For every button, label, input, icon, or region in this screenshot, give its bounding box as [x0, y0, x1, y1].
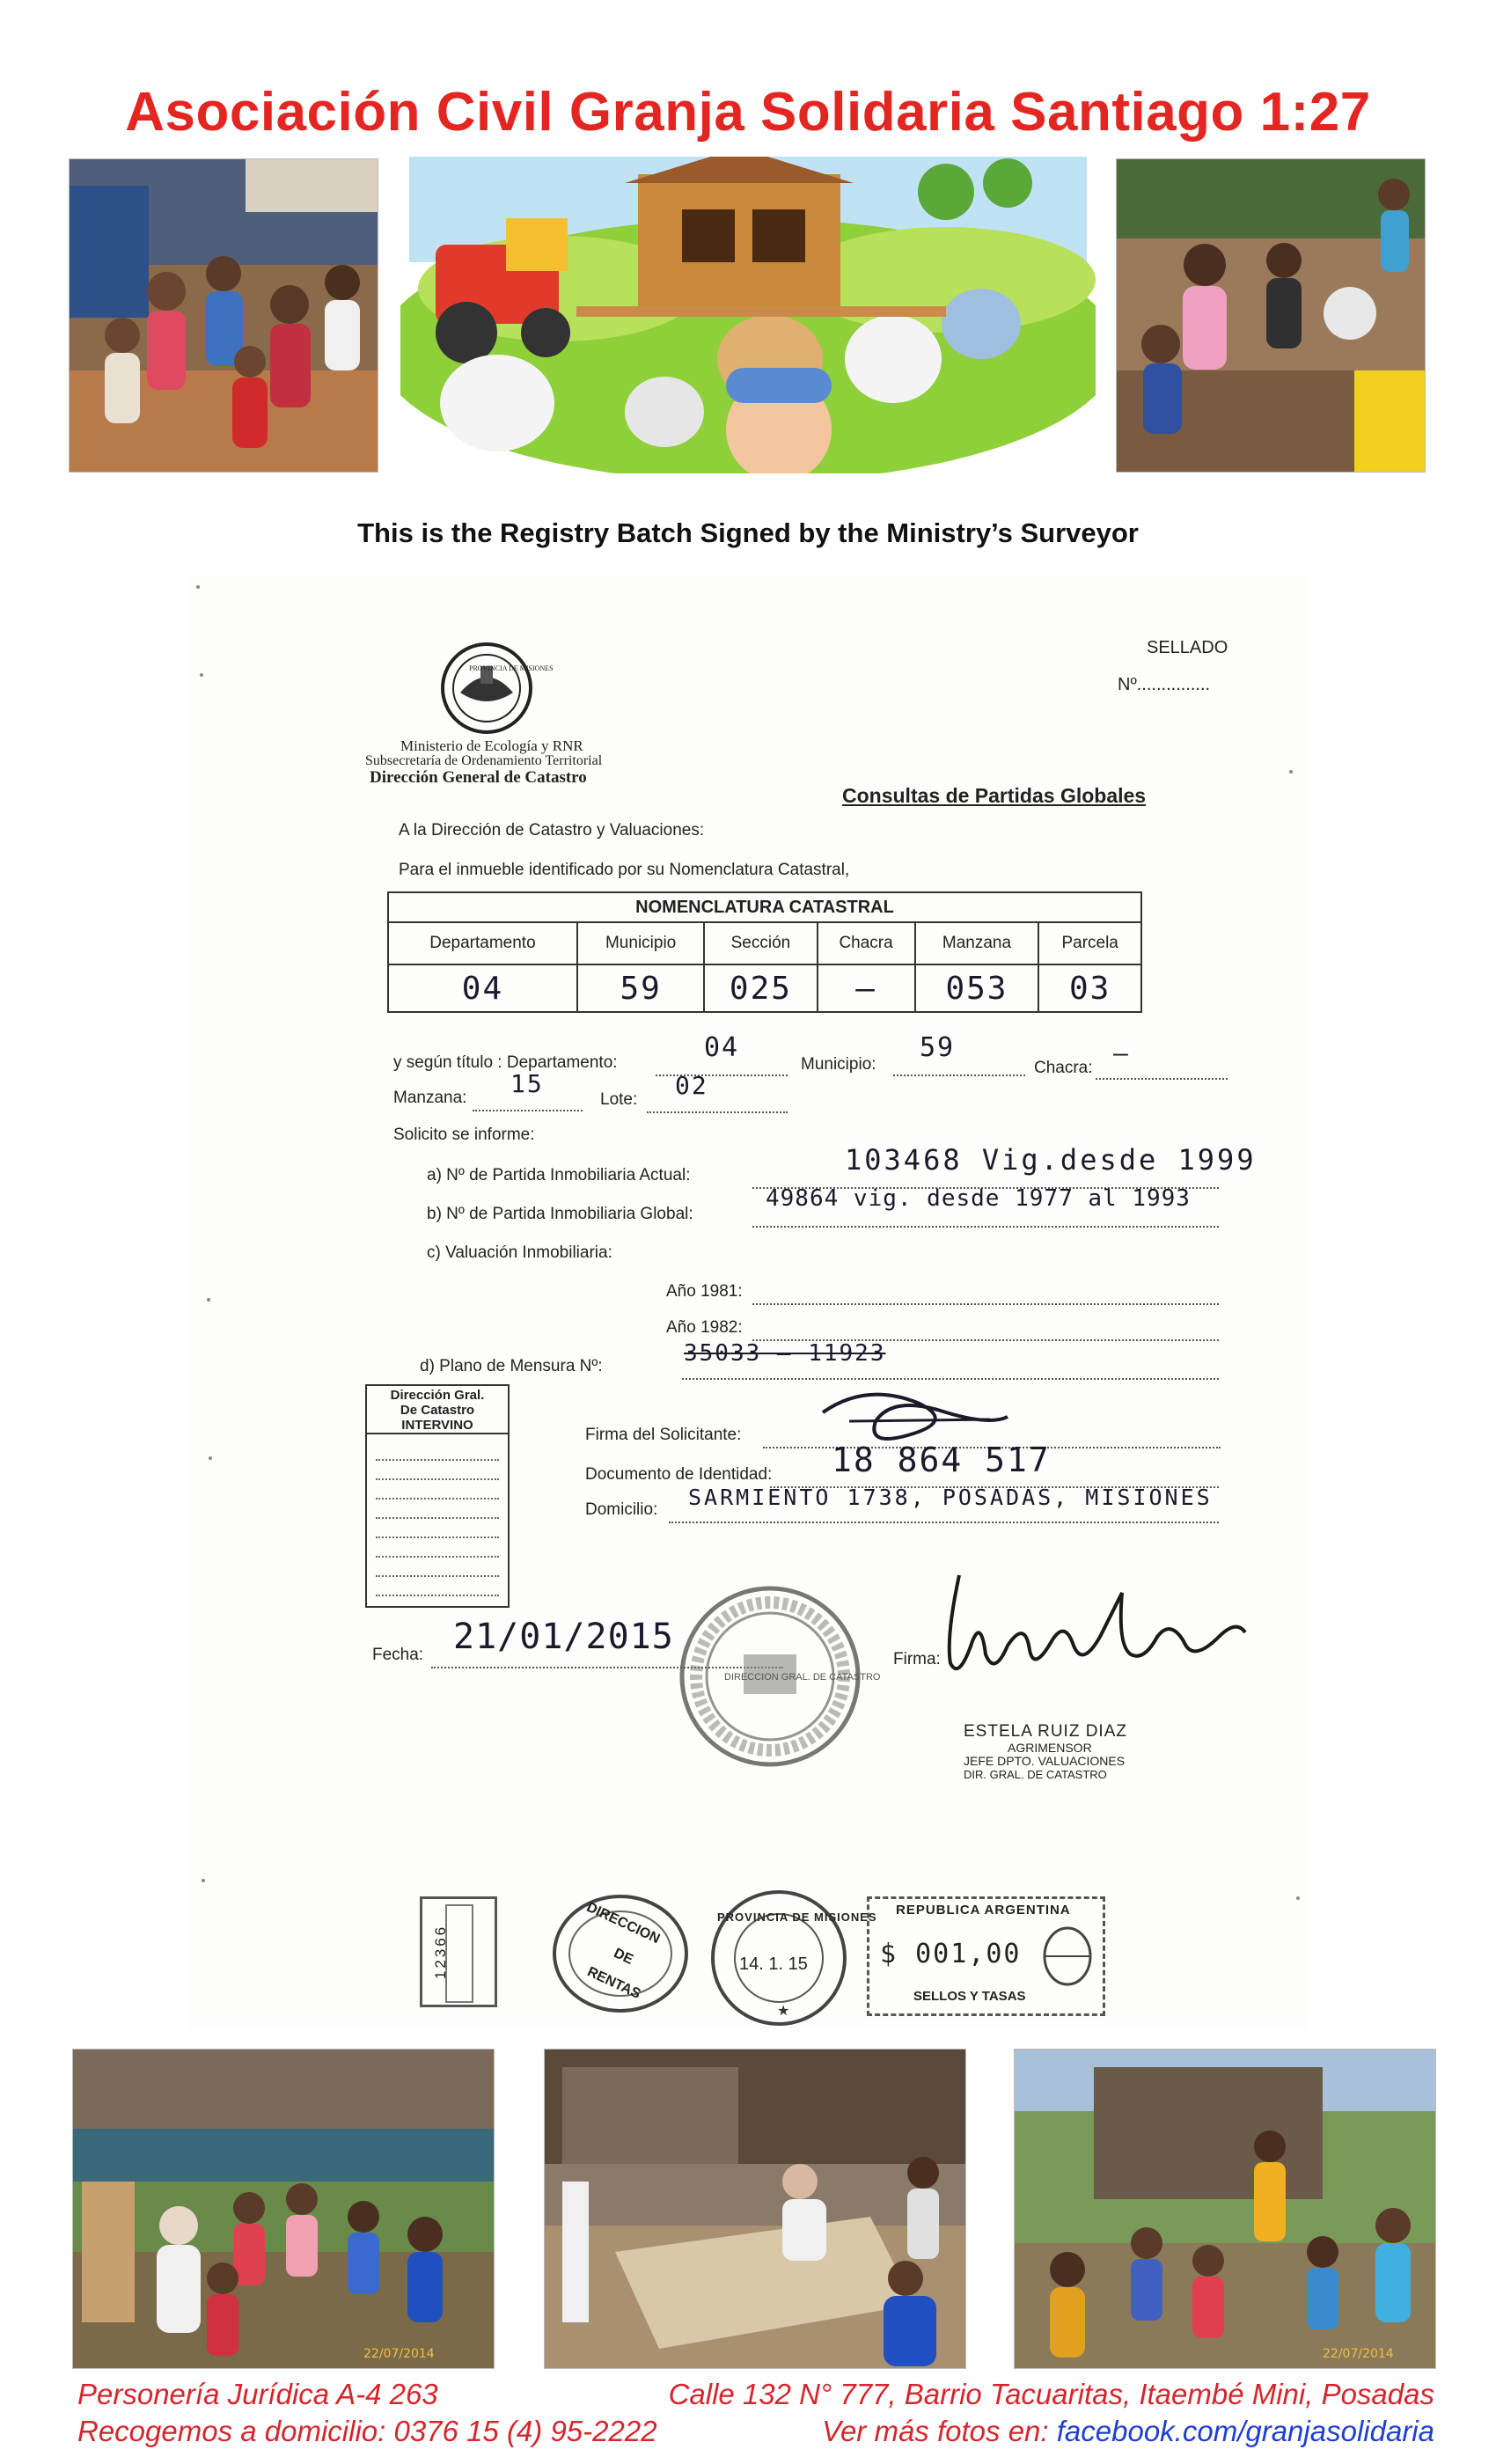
official-signature	[876, 1558, 1263, 1690]
sellado-number: Nº...............	[1118, 675, 1211, 694]
box-line-3: INTERVINO	[367, 1418, 508, 1434]
table-header-manzana: Manzana	[915, 922, 1039, 964]
ministry-line-3: Dirección General de Catastro	[370, 768, 587, 787]
table-value-parcela: 03	[1038, 964, 1141, 1012]
documento-label: Documento de Identidad:	[585, 1465, 773, 1484]
intro-line-1: A la Dirección de Catastro y Valuaciones:	[399, 821, 705, 840]
table-value-chacra: –	[818, 964, 915, 1012]
table-value-municipio: 59	[577, 964, 704, 1012]
stamp-provincia: PROVINCIA DE MISIONES	[717, 1910, 877, 1924]
bottom-photo-1	[72, 2049, 495, 2369]
stamp-amount: $ 001,00	[880, 1939, 1022, 1969]
stamp-date: 14. 1. 15	[739, 1954, 808, 1974]
table-header-municipio: Municipio	[577, 922, 704, 964]
documento-value: 18 864 517	[832, 1441, 1051, 1479]
table-title: NOMENCLATURA CATASTRAL	[388, 892, 1141, 922]
item-a-value: 103468 Vig.desde 1999	[845, 1143, 1257, 1177]
catastro-form-scan	[189, 576, 1307, 2028]
nomenclatura-table	[387, 891, 1142, 1013]
children-photo-right	[1116, 158, 1426, 473]
stamp-rentas-line-2: DE	[611, 1946, 635, 1968]
municipio-label: Municipio:	[801, 1055, 876, 1074]
segun-titulo-label: y según título : Departamento:	[393, 1053, 618, 1072]
round-stamp-text: DIRECCION GRAL. DE CATASTRO	[724, 1672, 881, 1683]
manzana-value: 15	[510, 1069, 544, 1098]
item-b-value: 49864 vig. desde 1977 al 1993	[766, 1185, 1191, 1212]
firma-solicitante-label: Firma del Solicitante:	[585, 1426, 742, 1444]
svg-text:★: ★	[777, 2004, 790, 2019]
official-title-3: DIR. GRAL. DE CATASTRO	[964, 1768, 1107, 1781]
manzana-label: Manzana:	[393, 1089, 467, 1107]
table-value-manzana: 053	[915, 964, 1039, 1012]
personeria-juridica: Personería Jurídica A-4 263	[77, 2378, 438, 2410]
intervino-box	[365, 1384, 510, 1608]
seal-text: PROVINCIA DE MISIONES	[469, 664, 554, 672]
footer-address: Calle 132 N° 777, Barrio Tacuaritas, Itaembé Mini, Posadas	[668, 2378, 1434, 2410]
item-a-label: a) Nº de Partida Inmobiliaria Actual:	[427, 1166, 691, 1184]
stamp-republica: REPUBLICA ARGENTINA	[896, 1903, 1071, 1918]
farm-illustration	[400, 157, 1096, 473]
argentina-shield-icon	[1041, 1925, 1094, 1987]
stamp-rentas-line-3: RENTAS	[584, 1964, 643, 2002]
children-photo-left	[69, 158, 378, 473]
item-d-label: d) Plano de Mensura Nº:	[420, 1357, 603, 1375]
stamp-number-box	[420, 1896, 497, 2007]
photo-date-1: 22/07/2014	[363, 2347, 435, 2361]
organization-title: Asociación Civil Granja Solidaria Santiago 1:27	[125, 82, 1371, 143]
chacra-value: –	[1113, 1038, 1130, 1067]
item-b-label: b) Nº de Partida Inmobiliaria Global:	[427, 1205, 693, 1223]
ano-1981-label: Año 1981:	[666, 1282, 743, 1301]
lote-value: 02	[675, 1071, 708, 1100]
official-title-1: AGRIMENSOR	[1008, 1741, 1092, 1755]
bottom-photo-2	[544, 2049, 966, 2369]
chacra-label: Chacra:	[1034, 1059, 1093, 1077]
stamp-number: 12366	[432, 1924, 450, 1980]
facebook-link[interactable]: facebook.com/granjasolidaria	[1056, 2415, 1434, 2447]
table-header-parcela: Parcela	[1038, 922, 1141, 964]
fecha-label: Fecha:	[372, 1646, 424, 1664]
ministry-line-2: Subsecretaría de Ordenamiento Territorial	[365, 753, 603, 768]
consultas-title: Consultas de Partidas Globales	[842, 784, 1147, 807]
official-name: ESTELA RUIZ DIAZ	[964, 1722, 1127, 1741]
table-header-seccin: Sección	[704, 922, 817, 964]
ver-mas-label: Ver más fotos en:	[822, 2415, 1049, 2447]
domicilio-label: Domicilio:	[585, 1500, 658, 1519]
table-header-chacra: Chacra	[818, 922, 915, 964]
official-title-2: JEFE DPTO. VALUACIONES	[964, 1754, 1126, 1768]
table-header-departamento: Departamento	[388, 922, 577, 964]
sellos-tasas-stamp	[867, 1896, 1105, 2016]
ano-1982-label: Año 1982:	[666, 1318, 743, 1337]
sellado-label: SELLADO	[1147, 638, 1228, 657]
segun-departamento-value: 04	[704, 1032, 740, 1063]
table-value-departamento: 04	[388, 964, 577, 1012]
firma-label: Firma:	[893, 1650, 941, 1668]
box-line-2: De Catastro	[400, 1403, 475, 1418]
item-c-label: c) Valuación Inmobiliaria:	[427, 1243, 612, 1262]
stamp-rentas-line-1: DIRECCION	[583, 1899, 663, 1947]
lote-label: Lote:	[600, 1090, 638, 1109]
provincia-seal-icon	[438, 640, 535, 737]
municipio-value: 59	[920, 1032, 956, 1063]
table-value-seccin: 025	[704, 964, 817, 1012]
box-line-1: Dirección Gral.	[390, 1388, 485, 1403]
bottom-photo-3	[1014, 2049, 1436, 2369]
footer-ver-mas	[822, 2415, 1434, 2448]
fecha-value: 21/01/2015	[453, 1617, 674, 1657]
solicito-label: Solicito se informe:	[393, 1126, 535, 1144]
stamp-sellos: SELLOS Y TASAS	[913, 1989, 1026, 2004]
ministry-line-1: Ministerio de Ecología y RNR	[400, 737, 583, 754]
item-d-value: 35033 – 11923	[684, 1340, 886, 1367]
photo-date-3: 22/07/2014	[1323, 2347, 1394, 2361]
recogemos-phone: Recogemos a domicilio: 0376 15 (4) 95-2222	[77, 2415, 657, 2447]
document-subtitle: This is the Registry Batch Signed by the Ministry’s Surveyor	[357, 517, 1139, 548]
intro-line-2: Para el inmueble identificado por su Nomenclatura Catastral,	[399, 861, 850, 879]
domicilio-value: SARMIENTO 1738, POSADAS, MISIONES	[688, 1485, 1213, 1510]
